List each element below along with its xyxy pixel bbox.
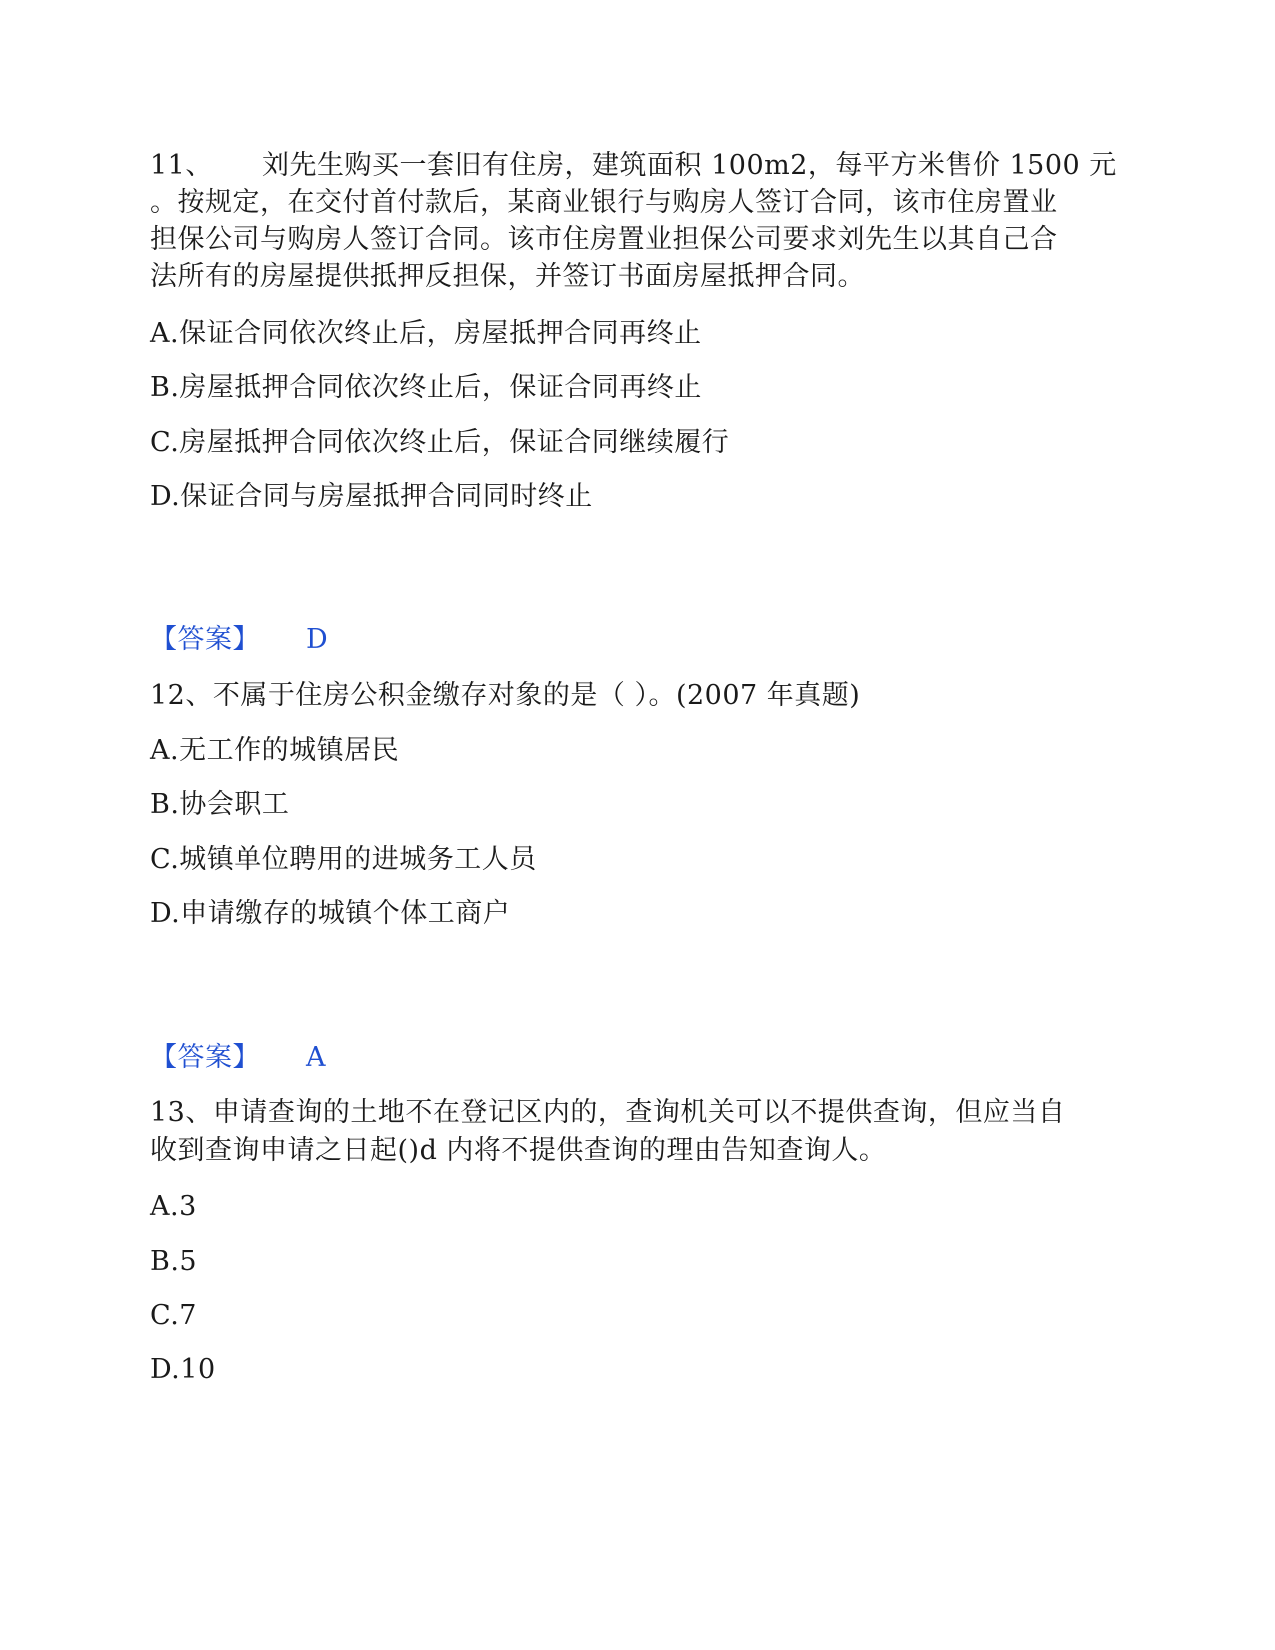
question-13-option-c: C.7: [150, 1300, 197, 1331]
question-stem-text: 申请查询的土地不在登记区内的，查询机关可以不提供查询，但应当自: [212, 1097, 1066, 1128]
question-13-option-b: B.5: [150, 1246, 198, 1277]
question-11-option-c: C.房屋抵押合同依次终止后，保证合同继续履行: [150, 427, 730, 458]
question-11-stem-line-4: 法所有的房屋提供抵押反担保，并签订书面房屋抵押合同。: [150, 261, 865, 292]
question-11-stem-line-1: [150, 146, 1117, 186]
question-13-option-a: A.3: [150, 1191, 197, 1222]
question-11-option-d: D.保证合同与房屋抵押合同同时终止: [150, 481, 593, 512]
question-11-stem-line-3: 担保公司与购房人签订合同。该市住房置业担保公司要求刘先生以其自己合: [150, 224, 1058, 255]
question-number: 11、: [150, 150, 213, 181]
answer-label: 【答案】: [150, 1042, 260, 1073]
question-11-option-b: B.房屋抵押合同依次终止后，保证合同再终止: [150, 372, 702, 403]
question-13-stem-line-2: 收到查询申请之日起()d 内将不提供查询的理由告知查询人。: [150, 1135, 887, 1166]
question-13-option-d: D.10: [150, 1354, 216, 1385]
question-number: 13、: [150, 1097, 213, 1128]
answer-label: 【答案】: [150, 624, 260, 655]
question-12-stem-line-1: [150, 676, 860, 716]
question-12-option-a: A.无工作的城镇居民: [150, 735, 400, 766]
question-13-stem-line-1: [150, 1093, 1065, 1133]
question-stem-text: 不属于住房公积金缴存对象的是（ ）。(2007 年真题): [212, 680, 861, 711]
question-12-option-b: B.协会职工: [150, 789, 290, 820]
question-12-option-d: D.申请缴存的城镇个体工商户: [150, 898, 511, 929]
question-stem-text: 刘先生购买一套旧有住房，建筑面积 100m2，每平方米售价 1500 元: [262, 150, 1117, 181]
question-12-option-c: C.城镇单位聘用的进城务工人员: [150, 844, 537, 875]
question-11-stem-line-2: 。按规定，在交付首付款后，某商业银行与购房人签订合同，该市住房置业: [150, 187, 1058, 218]
answer-value: D: [306, 624, 329, 655]
answer-value: A: [306, 1042, 326, 1073]
question-11-option-a: A.保证合同依次终止后，房屋抵押合同再终止: [150, 318, 702, 349]
question-12-answer: [150, 1038, 326, 1078]
question-11-answer: [150, 620, 328, 660]
question-number: 12、: [150, 680, 213, 711]
